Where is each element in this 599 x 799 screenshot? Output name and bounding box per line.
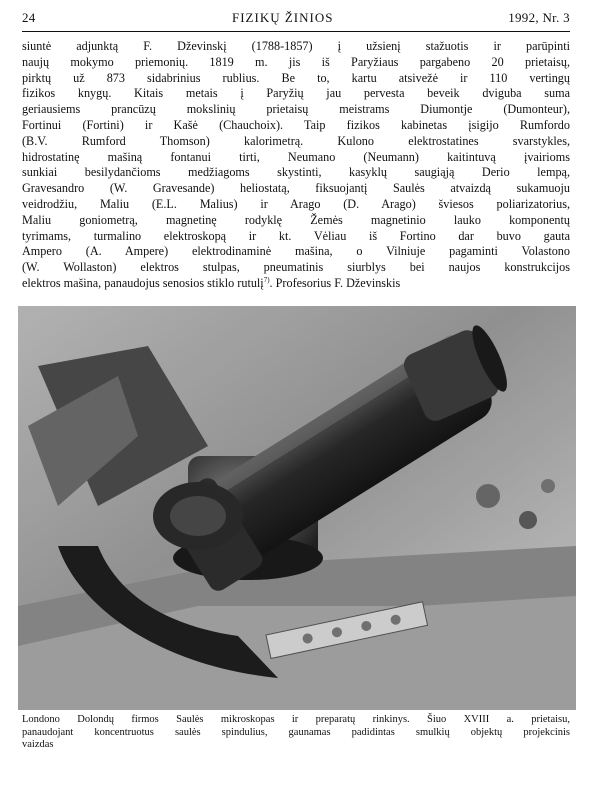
text-line: Fortinui (Fortini) ir Kašė (Chauchoix). Taip fizikos kabinetas įsigijo Rumfordo bbox=[22, 117, 570, 132]
caption-line: panaudojant koncentruotus saulės spindulius, gaunamas padidintas smulkių objektų projekcinis bbox=[22, 726, 570, 738]
page-number: 24 bbox=[22, 10, 36, 25]
journal-title: FIZIKŲ ŽINIOS bbox=[232, 10, 334, 25]
text-line: tyrimams, turmalino elektroskopą ir kt. Vėliau iš Fortino dar buvo gauta bbox=[22, 228, 570, 243]
page-header bbox=[22, 10, 570, 28]
caption-line: Londono Dolondų firmos Saulės mikroskopas ir preparatų rinkinys. Šiuo XVIII a. prietaisu, bbox=[22, 714, 570, 725]
text-line: fizikos knygų. Kitais metais į Paryžių jau pervesta beveik dviguba suma bbox=[22, 86, 570, 101]
photo-illustration bbox=[18, 306, 576, 710]
issue-number: 1992, Nr. 3 bbox=[508, 10, 570, 25]
text-line: Ampero (A. Ampere) elektrodinaminė mašina, o Vilniuje pagaminti Volastono bbox=[22, 244, 570, 259]
text-line: sunkiai besilydančioms medžiagoms skystinti, kasyklų saugiąją Derio lempą, bbox=[22, 165, 570, 180]
text-line: Maliu goniometrą, magnetinę rodyklę Žemės magnetinio lauko komponentų bbox=[22, 212, 570, 227]
text-fragment: . Profesorius F. Dževinskis bbox=[269, 275, 401, 290]
header-rule bbox=[22, 31, 570, 32]
text-line: siuntė adjunktą F. Dževinskį (1788-1857) į užsienį stažuotis ir parūpinti bbox=[22, 39, 570, 53]
text-line: naujų mokymo priemonių. 1819 m. jis iš Paryžiaus pargabeno 20 prietaisų, bbox=[22, 54, 570, 69]
microscope-photo bbox=[18, 306, 576, 710]
text-line: (B.V. Rumford Thomson) kalorimetrą. Kulono elektrostatines svarstykles, bbox=[22, 133, 570, 148]
text-line bbox=[22, 276, 570, 292]
text-line: pirktų už 873 sidabrinius rublius. Be to, kartu atsivežė ir 110 vertingų bbox=[22, 70, 570, 85]
body-paragraph bbox=[22, 39, 570, 292]
caption-line: vaizdas bbox=[22, 739, 54, 751]
text-line: (W. Wollaston) elektros stulpas, pneumatinis siurblys bei naujos konstrukcijos bbox=[22, 260, 570, 275]
text-line: Gravesandro (W. Gravesande) heliostatą, fiksuojantį Saulės atvaizdą sukamuoju bbox=[22, 181, 570, 196]
text-line: geriausiems prancūzų mokslinių prietaisų meistrams Diumontje (Dumonteur), bbox=[22, 102, 570, 117]
footnote-ref: 7) bbox=[263, 275, 270, 284]
text-fragment: elektros mašina, panaudojus senosios stiklo rutulį bbox=[22, 275, 264, 290]
figure-caption bbox=[22, 714, 570, 752]
text-line: veidrodžiu, Maliu (E.L. Malius) ir Arago (D. Arago) šviesos poliarizatorius, bbox=[22, 196, 570, 211]
text-line: hidrostatinę mašiną fontanui tirti, Neumano (Neumann) kaitintuvą įvairioms bbox=[22, 149, 570, 164]
